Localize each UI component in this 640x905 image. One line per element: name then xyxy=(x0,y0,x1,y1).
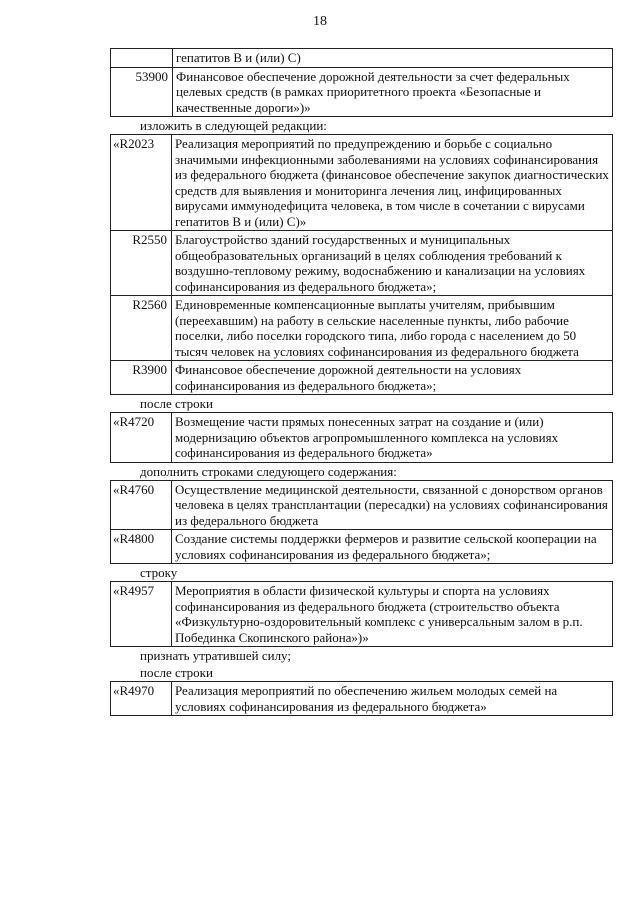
table-row xyxy=(111,231,613,296)
row-code: «R4760 xyxy=(111,480,172,530)
table-row xyxy=(111,67,613,117)
row-code: R2560 xyxy=(111,296,172,361)
table-row xyxy=(111,135,613,231)
table-row xyxy=(111,296,613,361)
table-row xyxy=(111,530,613,564)
row-code: «R2023 xyxy=(111,135,172,231)
row-text: Реализация мероприятий по предупреждению и борьбе с социально значимыми инфекционными заболеваниями на условиях софинансирования из федерального бюджета (финансовое обеспечение закупок диагностических средств для выявления и мониторинга лечения лиц, инфицированных вирусами иммунодефицита человека, в том числе в сочетании с вирусами гепатитов В и (или) С)» xyxy=(172,135,613,231)
table-row xyxy=(111,413,613,463)
table-row xyxy=(111,480,613,530)
row-code: 53900 xyxy=(111,67,173,117)
row-code: «R4957 xyxy=(111,582,172,647)
row-text: Финансовое обеспечение дорожной деятельности за счет федеральных целевых средств (в рамках приоритетного проекта «Безопасные и качественные дороги»)» xyxy=(173,67,613,117)
table-row xyxy=(111,582,613,647)
row-text: Благоустройство зданий государственных и муниципальных общеобразовательных организаций в целях соблюдения требований к воздушно-тепловому режиму, водоснабжению и канализации на условиях софинансирования из федерального бюджета»; xyxy=(172,231,613,296)
row-code: «R4970 xyxy=(111,682,172,716)
page-number: 18 xyxy=(313,14,327,29)
row-text: гепатитов В и (или) С) xyxy=(173,49,613,68)
row-text: Создание системы поддержки фермеров и развитие сельской кооперации на условиях софинансирования из федерального бюджета»; xyxy=(172,530,613,564)
added-rows-table xyxy=(110,480,613,565)
top-table xyxy=(110,48,613,117)
revoked-row-table xyxy=(110,581,613,647)
row-code: R3900 xyxy=(111,361,172,395)
row-code xyxy=(111,49,173,68)
row-code: «R4720 xyxy=(111,413,172,463)
row-text: Мероприятия в области физической культуры и спорта на условиях софинансирования из федерального бюджета (строительство объекта «Физкультурно-оздоровительный комплекс с универсальным залом в р.п. Побединка Скопинского района»)» xyxy=(172,582,613,647)
table-row xyxy=(111,682,613,716)
row-text: Возмещение части прямых понесенных затрат на создание и (или) модернизацию объектов агропромышленного комплекса на условиях софинансирования из федерального бюджета» xyxy=(172,413,613,463)
row-code: «R4800 xyxy=(111,530,172,564)
instruction-text: дополнить строками следующего содержания: xyxy=(140,463,397,479)
last-row-table xyxy=(110,681,613,716)
instruction-text: изложить в следующей редакции: xyxy=(140,118,327,133)
after-row-table xyxy=(110,412,613,463)
row-text: Осуществление медицинской деятельности, связанной с донорством органов человека в целях трансплантации (пересадки) на условиях софинансирования из федерального бюджета xyxy=(172,480,613,530)
document-body xyxy=(110,48,613,716)
table-row xyxy=(111,361,613,395)
row-text: Реализация мероприятий по обеспечению жильем молодых семей на условиях софинансирования из федерального бюджета» xyxy=(172,682,613,716)
instruction-text: признать утратившей силу; xyxy=(140,648,291,663)
instruction-text: после строки xyxy=(140,396,213,411)
row-code: R2550 xyxy=(111,231,172,296)
row-text: Единовременные компенсационные выплаты учителям, прибывшим (переехавшим) на работу в сельские населенные пункты, либо рабочие поселки, либо поселки городского типа, либо города с населением до 50 тысяч человек на условиях софинансирования из федерального бюджета xyxy=(172,296,613,361)
table-row xyxy=(111,49,613,68)
row-text: Финансовое обеспечение дорожной деятельности на условиях софинансирования из федерального бюджета»; xyxy=(172,361,613,395)
instruction-text: строку xyxy=(140,565,178,580)
instruction-text: после строки xyxy=(140,665,213,680)
new-edition-table xyxy=(110,134,613,395)
